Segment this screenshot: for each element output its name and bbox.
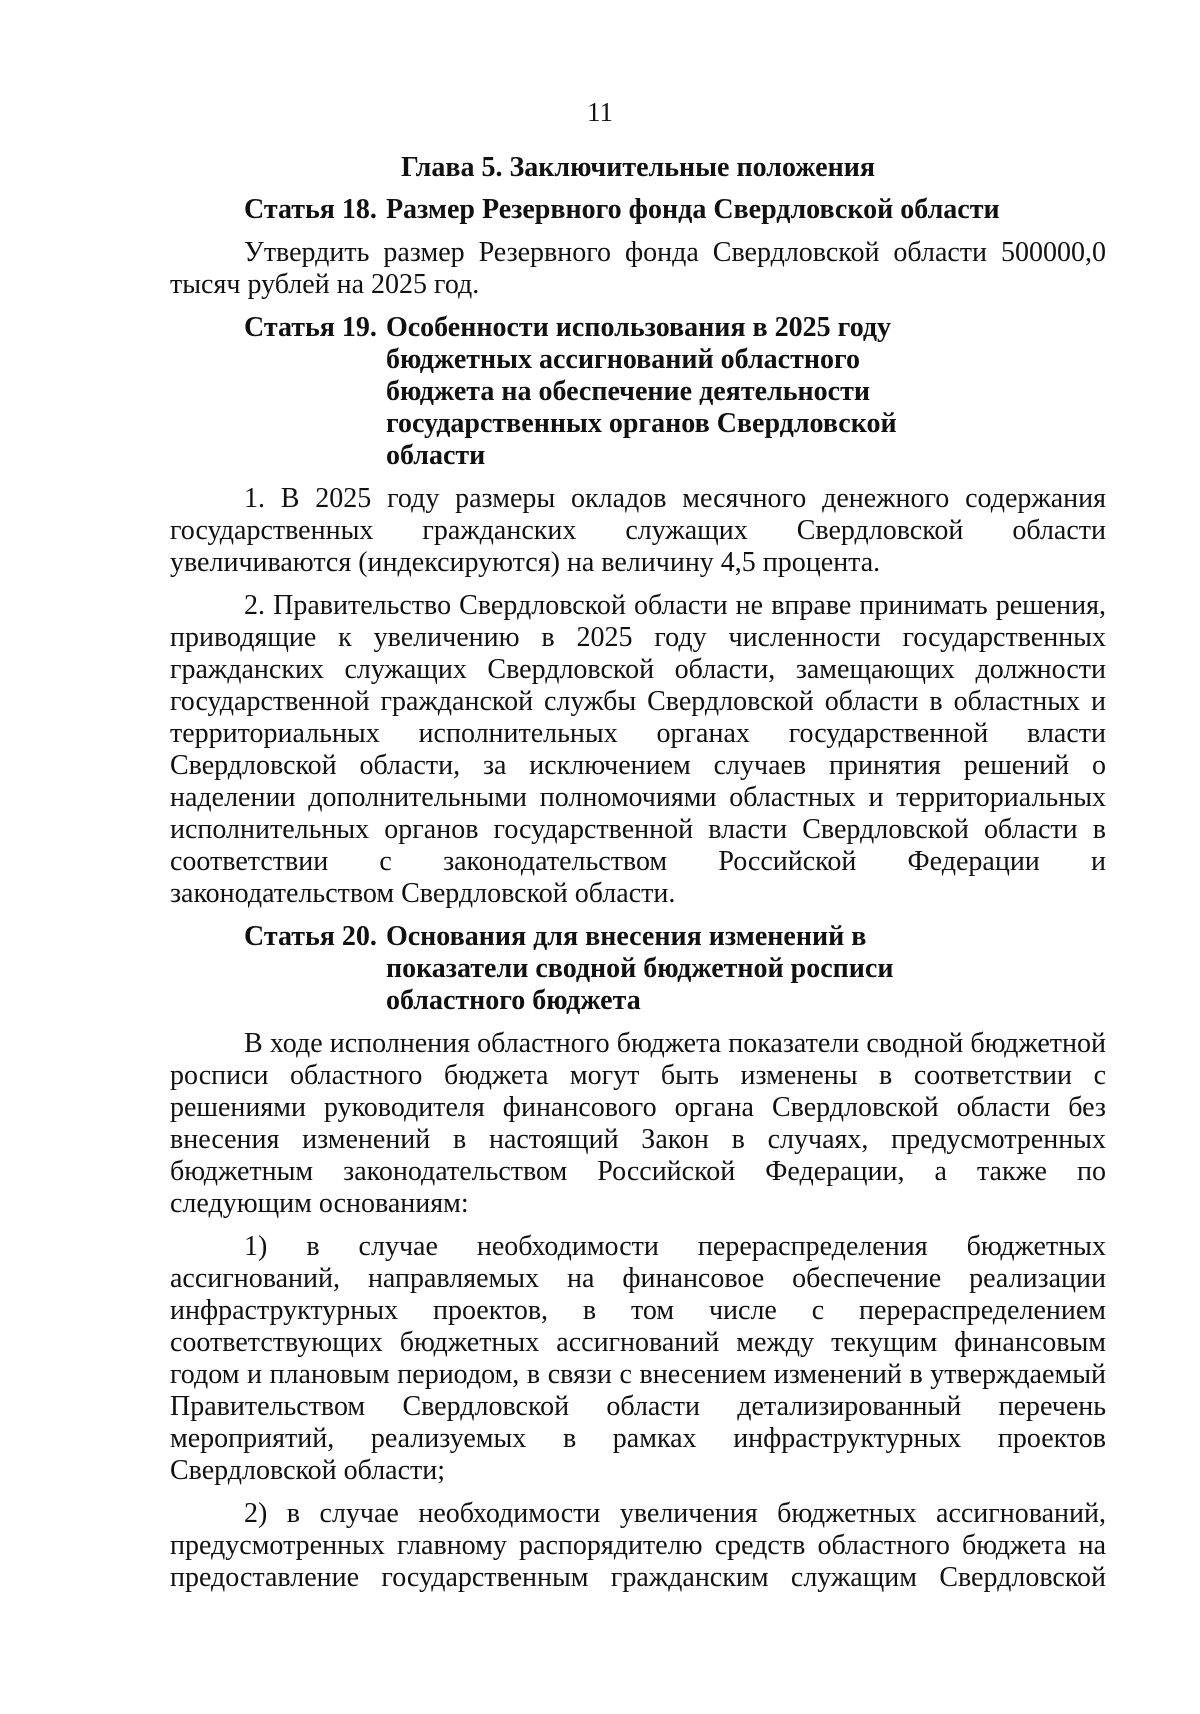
page-number: 11 [587, 97, 613, 127]
chapter-title: Глава 5. Заключительные положения [400, 152, 876, 183]
article-20-intro: В ходе исполнения областного бюджета показатели сводной бюджетной росписи областного бюджета могут быть изменены в соответствии с решениями руководителя финансового органа Свердловской области без внесения изменений в настоящий Закон в случаях, предусмотренных бюджетным законодательством Российской Федерации, а также по следующим основаниям: [170, 1028, 1106, 1219]
article-18-text: Утвердить размер Резервного фонда Свердловской области 500000,0 тысяч рублей на 2025 год. [170, 237, 1106, 300]
article-18-number: Статья 18. [244, 194, 377, 225]
article-19-number: Статья 19. [244, 312, 377, 343]
article-20-heading [244, 921, 1106, 1017]
article-19-title: Особенности использования в 2025 году бюджетных ассигнований областного бюджета на обеспечение деятельности государственных органов Свердловской области [385, 312, 897, 471]
article-19-paragraph-1: 1. В 2025 году размеры окладов месячного денежного содержания государственных гражданских служащих Свердловской области увеличиваются (индексируются) на величину 4,5 процента. [170, 483, 1106, 578]
document-content [170, 152, 1106, 1605]
article-19-paragraph-2: 2. Правительство Свердловской области не вправе принимать решения, приводящие к увеличению в 2025 году численности государственных гражданских служащих Свердловской области, замещающих должности государственной гражданской службы Свердловской области в областных и территориальных исполнительных органах государственной власти Свердловской области, за исключением случаев принятия решений о наделении дополнительными полномочиями областных и территориальных исполнительных органов государственной власти Свердловской области в соответствии с законодательством Российской Федерации и законодательством Свердловской области. [170, 590, 1106, 909]
article-18-heading [244, 194, 1106, 226]
article-20-number: Статья 20. [244, 921, 377, 952]
article-19-heading [244, 312, 1106, 472]
article-20-item-1: 1) в случае необходимости перераспределения бюджетных ассигнований, направляемых на финансовое обеспечение реализации инфраструктурных проектов, в том числе с перераспределением соответствующих бюджетных ассигнований между текущим финансовым годом и плановым периодом, в связи с внесением изменений в утверждаемый Правительством Свердловской области детализированный перечень мероприятий, реализуемых в рамках инфраструктурных проектов Свердловской области; [170, 1231, 1106, 1486]
article-20-title: Основания для внесения изменений в показатели сводной бюджетной росписи областного бюджета [385, 921, 894, 1016]
article-18-title: Размер Резервного фонда Свердловской области [385, 194, 1000, 225]
article-20-item-2: 2) в случае необходимости увеличения бюджетных ассигнований, предусмотренных главному распорядителю средств областного бюджета на предоставление государственным гражданским служащим Свердловской [170, 1498, 1106, 1593]
